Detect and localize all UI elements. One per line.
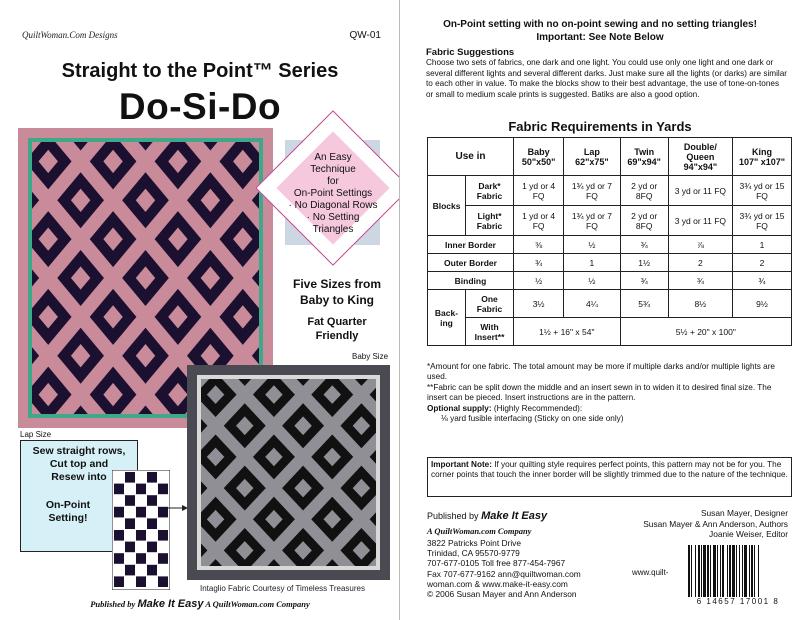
arrow-icon [168,500,188,510]
baby-quilt-image [187,365,390,580]
table-header-row: Use in Baby 50"x50" Lap 62"x75" Twin 69"x94" Double/ Queen 94"x94" King 107" x107" [428,138,792,176]
table-row: Back-ing One Fabric 3½ 4¼ 5¾ 8½ 9½ [428,290,792,318]
brand-logo: QuiltWoman.Com Designs [22,30,118,40]
fabric-requirements-table [427,137,792,346]
fat-quarter-text: Fat Quarter Friendly [307,316,367,342]
table-row: With Insert** 1½ + 16" x 54" 5½ + 20" x 100" [428,318,792,346]
table-row: Binding ½ ½ ¾ ¾ ¾ [428,272,792,290]
sew-instructions-box: Sew straight rows, Cut top and Resew into On-Point Setting! [20,440,138,552]
barcode-icon [686,545,790,597]
publisher-line: Published by Make It Easy A QuiltWoman.com Company [90,598,310,610]
table-row: Outer Border ¾ 1 1½ 2 2 [428,254,792,272]
fabric-requirements-title: Fabric Requirements in Yards [508,119,692,134]
pattern-title: Do-Si-Do [118,86,282,127]
technique-text: An Easy Technique for On-Point Settings · No Diagonal Rows · No Setting Triangles [288,152,378,235]
series-title: Straight to the Point™ Series [61,60,339,82]
back-cover [400,0,800,620]
table-row: Light* Fabric 1 yd or 4 FQ 1¾ yd or 7 FQ 2 yd or 8FQ 3 yd or 11 FQ 3¾ yd or 15 FQ [428,206,792,236]
published-by: Published by Make It Easy [427,510,548,522]
credits-team: Susan Mayer, Designer Susan Mayer & Ann Anderson, Authors Joanie Weiser, Editor [643,508,788,539]
table-row: Blocks Dark* Fabric 1 yd or 4 FQ 1¾ yd or 7 FQ 2 yd or 8FQ 3 yd or 11 FQ 3¾ yd or 15 FQ [428,176,792,206]
company-name: A QuiltWoman.com Company [427,526,532,536]
baby-size-label: Baby Size [352,352,389,361]
table-row: Inner Border ⅜ ½ ¾ ⅞ 1 [428,236,792,254]
strip-diagram [112,470,170,590]
lap-size-label: Lap Size [20,430,52,439]
back-header: On-Point setting with no on-point sewing and no setting triangles! Important: See Note Below [443,19,757,43]
table-notes: *Amount for one fabric. The total amount may be more if multiple darks and/or multiple lights are used. **Fabric can be split down the middle and an insert sewn in to widen it to desired final size. The insert can be pieced. Insert instructions are in the pattern. Optional supply: (Highly Recommended): ⅛ yard fusible interfacing (Sticky on one side only) [427,362,775,424]
pattern-code: QW-01 [349,30,381,41]
address-block: 3822 Patricks Point Drive Trinidad, CA 95570-9779 707-677-0105 Toll free 877-454-7967 Fax 707-677-9162 ann@quiltwoman.com woman.com & www.make-it-easy.com © 2006 Susan Mayer and Ann Anderson [427,538,581,600]
fabric-suggestions-body: Choose two sets of fabrics, one dark and one light. You could use only one light and one dark or several different lights and several different darks. Just make sure all the lights (or darks) are similar to each other in value. To make the blocks show to their best advantage, the use of tone-on-tones or small to medium scale prints is suggested. Batiks are also a good option. [426,58,788,99]
fabric-suggestions-title: Fabric Suggestions [426,47,515,58]
fabric-credit: Intaglio Fabric Courtesy of Timeless Treasures [200,584,365,593]
barcode-number: 6 14657 17001 8 [696,597,780,606]
website-fragment: www.quilt- [632,568,669,577]
sizes-text: Five Sizes from Baby to King [292,277,382,307]
important-note-box: Important Note: If your quilting style requires perfect points, this pattern may not be for you. The corner points that touch the inner border will be slightly trimmed due to the nature of the technique. [427,457,792,497]
